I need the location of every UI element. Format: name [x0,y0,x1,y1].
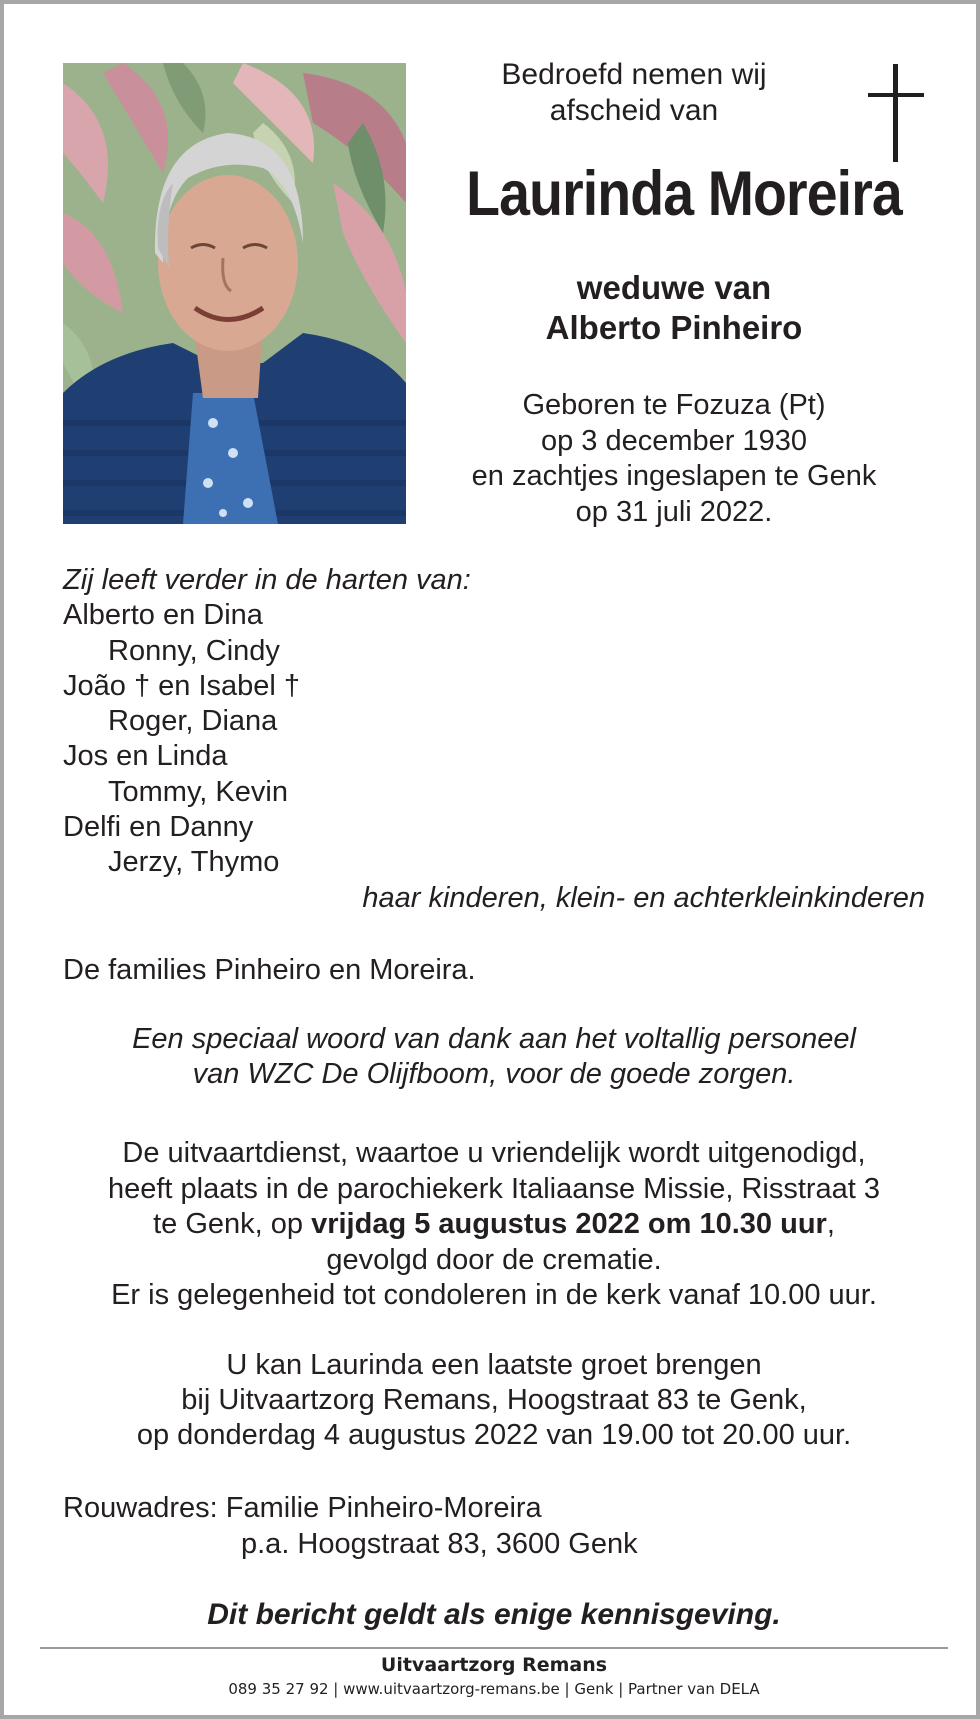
intro-text [434,57,834,129]
service-line [44,1207,944,1243]
family-line: Jerzy, Thymo [108,846,280,879]
service-text: , [826,1208,835,1240]
families-line: De families Pinheiro en Moreira. [63,954,476,986]
address-line: Rouwadres: Familie Pinheiro-Moreira [63,1492,542,1524]
birth-place: Geboren te Fozuza (Pt) [522,389,826,421]
service-line: gevolgd door de crematie. [326,1243,662,1276]
service-line: De uitvaartdienst, waartoe u vriendelijk wordt uitgenodigd, [122,1137,866,1169]
intro-line: Bedroefd nemen wij [501,58,767,91]
footer-contact: 089 35 27 92 | www.uitvaartzorg-remans.be | Genk | Partner van DELA [228,1680,760,1698]
notice-text: Dit bericht geldt als enige kennisgeving. [207,1598,781,1631]
footer-company: Uitvaartzorg Remans [380,1654,608,1676]
death-place: en zachtjes ingeslapen te Genk [471,460,877,492]
family-line: Tommy, Kevin [108,775,288,808]
portrait-photo [63,63,406,524]
family-list [63,563,471,881]
mourning-address [63,1490,638,1562]
family-heading: Zij leeft verder in de harten van: [63,564,471,596]
viewing-line: op donderdag 4 augustus 2022 van 19.00 tot 20.00 uur. [136,1419,852,1451]
thanks-text [44,1022,944,1092]
thanks-line: van WZC De Olijfboom, voor de goede zorgen. [192,1058,796,1090]
viewing-info [44,1348,944,1453]
service-line: Er is gelegenheid tot condoleren in de kerk vanaf 10.00 uur. [111,1279,877,1311]
family-line: Jos en Linda [63,740,228,773]
family-line: Alberto en Dina [63,599,263,632]
thanks-line: Een speciaal woord van dank aan het voltallig personeel [132,1023,856,1055]
intro-line: afscheid van [549,94,719,127]
viewing-line: bij Uitvaartzorg Remans, Hoogstraat 83 te Genk, [181,1384,807,1416]
service-info [44,1136,944,1314]
address-line: p.a. Hoogstraat 83, 3600 Genk [241,1528,638,1560]
latin-cross-icon [868,64,924,162]
birth-date: op 3 december 1930 [540,424,808,457]
deceased-name: Laurinda Moreira [466,159,902,229]
family-line: Roger, Diana [108,705,278,738]
widow-of-label: weduwe van [576,269,772,306]
family-line: Ronny, Cindy [108,634,280,667]
service-text: te Genk, op [153,1208,312,1240]
family-line: João † en Isabel † [63,669,301,702]
death-date: op 31 juli 2022. [575,495,773,528]
service-line: heeft plaats in de parochiekerk Italiaanse Missie, Risstraat 3 [107,1172,881,1205]
viewing-line: U kan Laurinda een laatste groet brengen [226,1349,762,1381]
family-relation: haar kinderen, klein- en achterkleinkinderen [362,882,925,914]
spouse-name: Alberto Pinheiro [545,309,803,346]
widow-of [454,268,894,348]
family-line: Delfi en Danny [63,811,254,844]
service-date-time: vrijdag 5 augustus 2022 om 10.30 uur [311,1208,827,1240]
birth-death-info [434,388,914,530]
footer-divider [40,1647,948,1649]
